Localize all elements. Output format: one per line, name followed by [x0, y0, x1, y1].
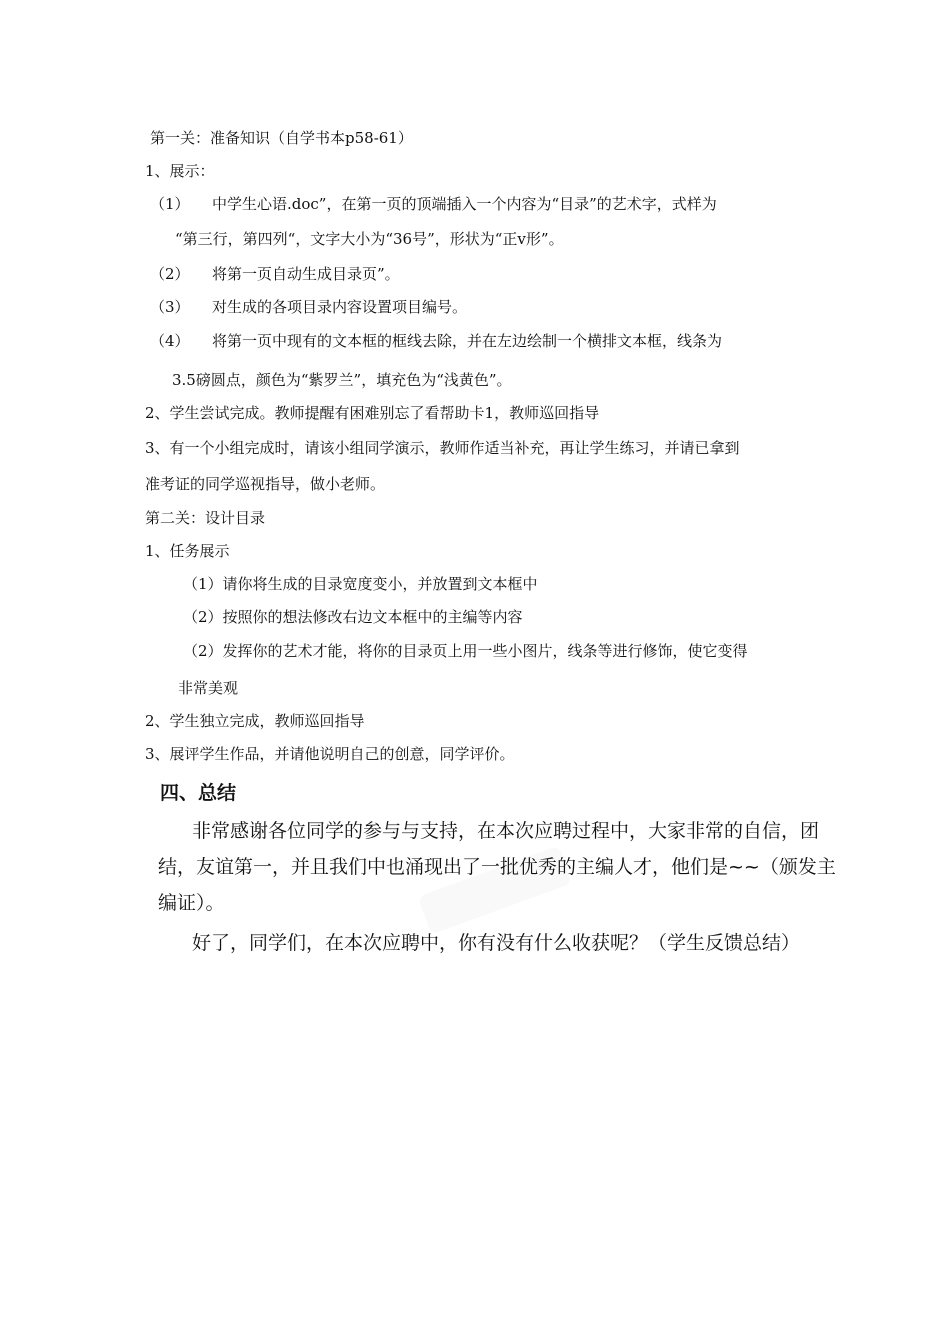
part2-task-heading: 1、任务展示	[145, 542, 230, 560]
item-text: 对生成的各项目录内容设置项目编号。	[212, 298, 468, 316]
part2-task-3: （2）发挥你的艺术才能，将你的目录页上用一些小图片，线条等进行修饰，使它变得	[183, 642, 748, 660]
summary-paragraph-1-line-1: 非常感谢各位同学的参与与支持，在本次应聘过程中，大家非常的自信，团	[192, 820, 820, 842]
part2-task-2: （2）按照你的想法修改右边文本框中的主编等内容	[183, 608, 523, 626]
part1-item-4-continued: 3.5磅圆点，颜色为“紫罗兰”，填充色为“浅黄色”。	[172, 371, 512, 389]
part1-step-3-continued: 准考证的同学巡视指导，做小老师。	[145, 475, 386, 493]
summary-heading: 四、总结	[160, 782, 237, 804]
part2-title: 第二关：设计目录	[145, 509, 266, 527]
part1-item-2	[150, 264, 400, 284]
summary-paragraph-1-line-2: 结，友谊第一，并且我们中也涌现出了一批优秀的主编人才，他们是~~（颁发主	[158, 856, 836, 878]
item-number: （4）	[150, 332, 190, 350]
summary-paragraph-2: 好了，同学们，在本次应聘中，你有没有什么收获呢？（学生反馈总结）	[192, 932, 801, 954]
item-text: 中学生心语.doc”，在第一页的顶端插入一个内容为“目录”的艺术字，式样为	[212, 195, 717, 213]
part2-step-2: 2、学生独立完成，教师巡回指导	[145, 712, 365, 730]
item-number: （1）	[150, 195, 190, 213]
summary-paragraph-1-line-3: 编证）。	[158, 892, 225, 914]
part1-item-1	[150, 194, 717, 214]
item-number: （3）	[150, 298, 190, 316]
part1-item-4	[150, 331, 722, 351]
item-text: 将第一页自动生成目录页”。	[212, 265, 400, 283]
part1-title: 第一关：准备知识（自学书本p58-61）	[150, 129, 413, 147]
part2-task-1: （1）请你将生成的目录宽度变小，并放置到文本框中	[183, 575, 538, 593]
item-text: 将第一页中现有的文本框的框线去除，并在左边绘制一个横排文本框，线条为	[212, 332, 723, 350]
part1-step-3: 3、有一个小组完成时，请该小组同学演示，教师作适当补充，再让学生练习，并请已拿到	[145, 439, 740, 457]
part2-task-3-continued: 非常美观	[178, 679, 239, 697]
part1-item-3	[150, 297, 467, 317]
part1-show-heading: 1、展示：	[145, 162, 215, 180]
part1-item-1-continued: “第三行，第四列“，文字大小为“36号”，形状为“正v形”。	[175, 230, 564, 248]
part2-step-3: 3、展评学生作品，并请他说明自己的创意，同学评价。	[145, 745, 515, 763]
item-number: （2）	[150, 265, 190, 283]
part1-step-2: 2、学生尝试完成。教师提醒有困难别忘了看帮助卡1，教师巡回指导	[145, 404, 600, 422]
